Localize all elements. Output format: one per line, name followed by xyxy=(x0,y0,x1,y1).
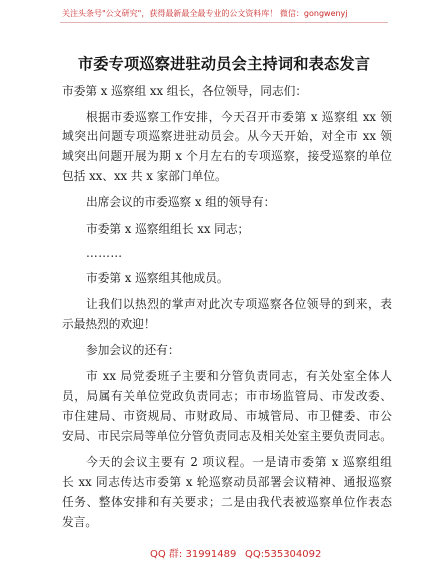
footer xyxy=(0,547,448,563)
paragraph-line: 市住建局、市资规局、市财政局、市城管局、市卫健委、市公 xyxy=(62,409,392,423)
paragraph-line: 发言。 xyxy=(62,515,98,529)
paragraph-line: 根据市委巡察工作安排，今天召开市委第 x 巡察组 xx 领 xyxy=(86,110,392,124)
paragraph-line: 员，局属有关单位党政负责同志；市市场监管局、市发改委、 xyxy=(62,389,392,403)
paragraph-line: 出席会议的市委巡察 x 组的领导有： xyxy=(86,195,276,209)
header-divider xyxy=(60,22,388,23)
footer-qq-group: QQ 群: 31991489 xyxy=(150,549,237,560)
paragraph-line: ……… xyxy=(86,246,123,260)
paragraph-line: 市委第 x 巡察组组长 xx 同志； xyxy=(86,222,250,236)
salutation-line: 市委第 x 巡察组 xx 组长，各位领导，同志们： xyxy=(62,84,308,98)
document-title: 市委专项巡察进驻动员会主持词和表态发言 xyxy=(77,55,371,73)
paragraph-line: 包括 xx、xx 共 x 家部门单位。 xyxy=(62,169,227,183)
paragraph-line: 安局、市民宗局等单位分管负责同志及相关处室主要负责同志。 xyxy=(62,429,392,443)
paragraph-line: 市委第 x 巡察组其他成员。 xyxy=(86,271,229,285)
paragraph-line: 域突出问题开展为期 x 个月左右的专项巡察，接受巡察的单位 xyxy=(62,149,392,163)
paragraph-line: 长 xx 同志传达市委第 x 轮巡察动员部署会议精神、通报巡察 xyxy=(62,475,392,489)
paragraph-line: 参加会议的还有： xyxy=(86,343,180,357)
paragraph-line: 市 xx 局党委班子主要和分管负责同志，有关处室全体人 xyxy=(86,369,392,383)
header-banner: 关注头条号"公文研究"，获得最新最全最专业的公文资料库！ 微信：gongwenyj xyxy=(62,9,348,18)
paragraph-line: 域突出问题专项巡察进驻动员会。从今天开始，对全市 xx 领 xyxy=(62,129,392,143)
paragraph-line: 今天的会议主要有 2 项议程。一是请市委第 x 巡察组组 xyxy=(86,455,392,469)
paragraph-line: 让我们以热烈的掌声对此次专项巡察各位领导的到来，表 xyxy=(86,297,392,311)
paragraph-line: 任务、整体安排和有关要求；二是由我代表被巡察单位作表态 xyxy=(62,495,392,509)
footer-qq: QQ:535304092 xyxy=(245,549,322,560)
paragraph-line: 示最热烈的欢迎！ xyxy=(62,317,156,331)
